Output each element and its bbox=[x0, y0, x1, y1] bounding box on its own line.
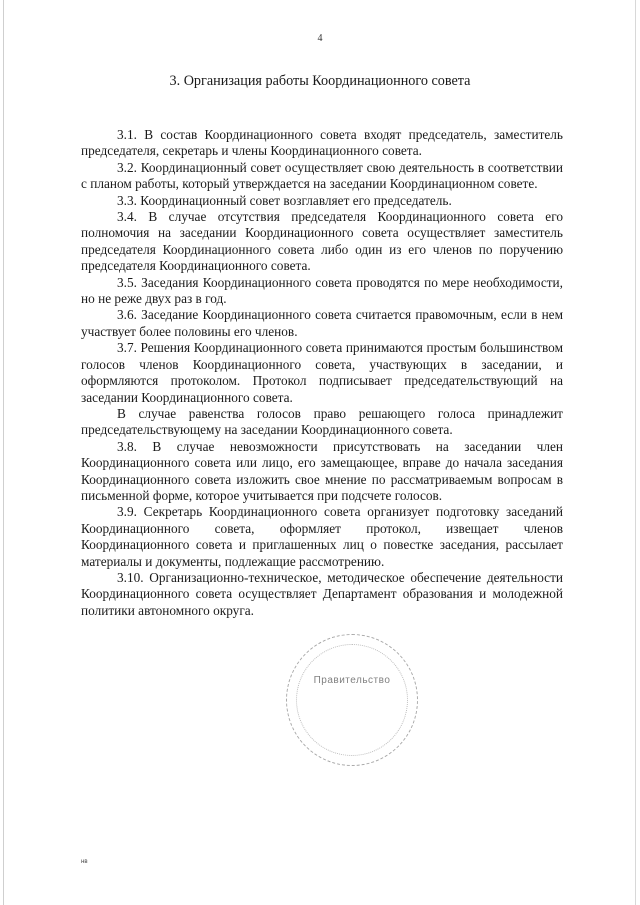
paragraph-3-7: 3.7. Решения Координационного совета принимаются простым большинством голосов членов Координационного совета, участвующих в заседании, и оформляются протоколом. Протокол подписывает председательствующий на заседании Координационного совета. bbox=[81, 340, 563, 405]
footer-code: нв bbox=[81, 859, 88, 865]
paragraph-3-4: 3.4. В случае отсутствия председателя Координационного совета его полномочия на заседании Координационного совета осуществляет заместитель председателя Координационного совета либо один из его членов по поручению председателя Координационного совета. bbox=[81, 209, 563, 274]
paragraph-3-9: 3.9. Секретарь Координационного совета организует подготовку заседаний Координационного совета, оформляет протокол, извещает членов Координационного совета и приглашенных лиц о повестке заседания, рассылает материалы и документы, подлежащие рассмотрению. bbox=[81, 504, 563, 569]
scan-edge-right bbox=[635, 0, 636, 905]
page-number: 4 bbox=[317, 33, 323, 44]
seal-text: Правительство bbox=[313, 675, 391, 686]
paragraph-3-6: 3.6. Заседание Координационного совета считается правомочным, если в нем участвует более половины его членов. bbox=[81, 307, 563, 339]
scan-edge-left bbox=[3, 0, 4, 905]
section-body bbox=[81, 127, 563, 619]
paragraph-3-10: 3.10. Организационно-техническое, методическое обеспечение деятельности Координационного совета осуществляет Департамент образования и молодежной политики автономного округа. bbox=[81, 569, 563, 618]
paragraph-3-7-tie-vote: В случае равенства голосов право решающего голоса принадлежит председательствующему на заседании Координационного совета. bbox=[81, 405, 563, 438]
paragraph-3-2: 3.2. Координационный совет осуществляет свою деятельность в соответствии с планом работы, который утверждается на заседании Координационном совете. bbox=[81, 159, 563, 192]
official-seal-stamp bbox=[286, 634, 418, 766]
paragraph-3-3: 3.3. Координационный совет возглавляет его председатель. bbox=[117, 192, 452, 208]
section-title: 3. Организация работы Координационного совета bbox=[169, 73, 471, 89]
paragraph-3-8: 3.8. В случае невозможности присутствовать на заседании член Координационного совета или лицо, его замещающее, вправе до начала заседания Координационного совета изложить свое мнение по рассматриваемым вопросам в письменной форме, которое учитывается при подсчете голосов. bbox=[81, 438, 563, 503]
paragraph-3-1: 3.1. В состав Координационного совета входят председатель, заместитель председателя, секретарь и члены Координационного совета. bbox=[81, 127, 563, 159]
paragraph-3-5: 3.5. Заседания Координационного совета проводятся по мере необходимости, но не реже двух раз в год. bbox=[81, 274, 563, 307]
